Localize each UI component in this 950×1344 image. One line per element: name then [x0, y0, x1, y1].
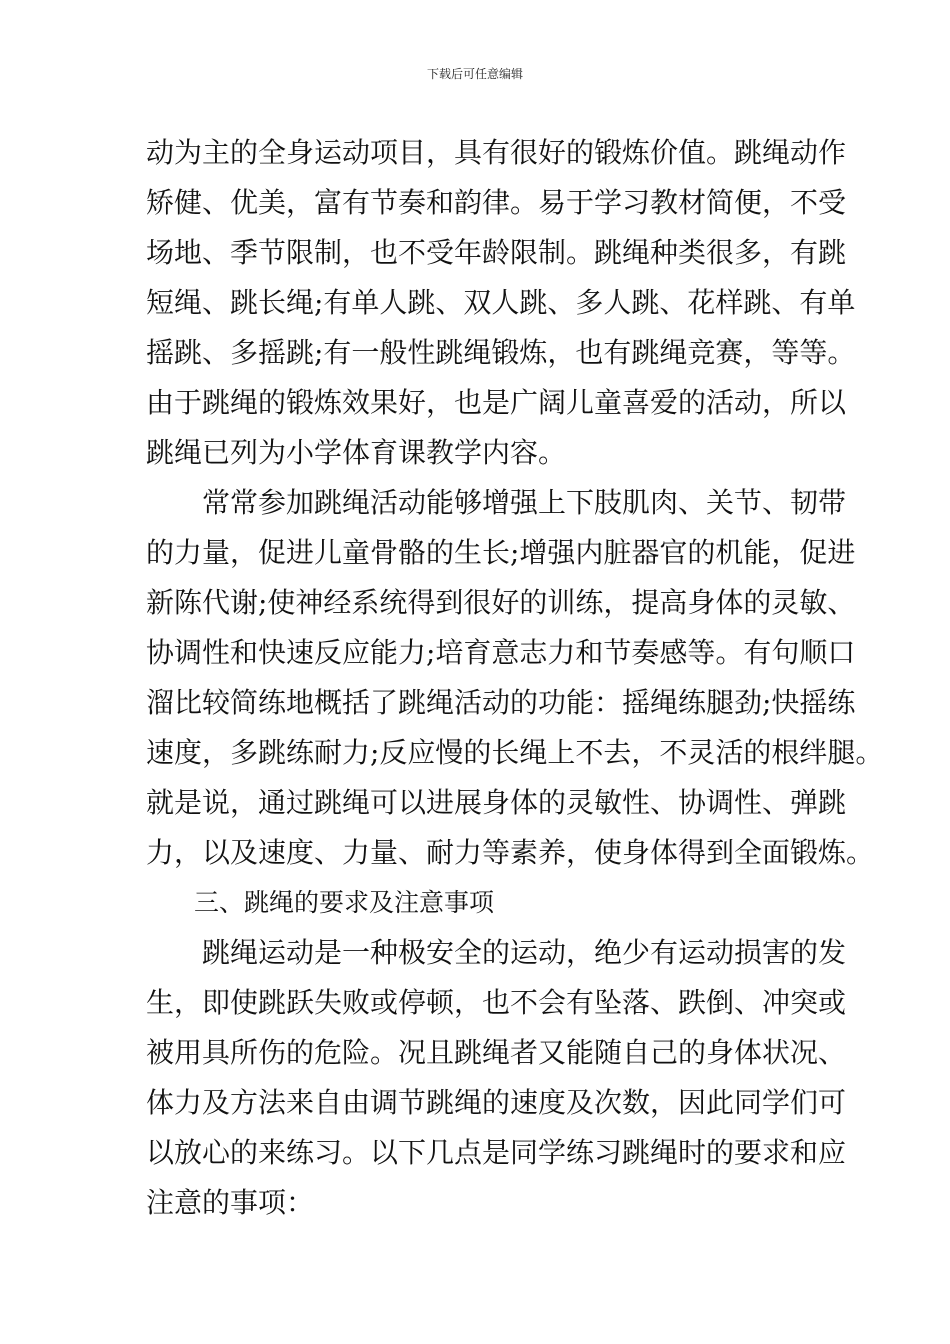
page-header-note: 下载后可任意编辑 [426, 67, 523, 81]
text-line: 以放心的来练习。以下几点是同学练习跳绳时的要求和应 [146, 1136, 847, 1169]
text-line: 被用具所伤的危险。况且跳绳者又能随自己的身体状况、 [146, 1036, 847, 1069]
text-line: 就是说，通过跳绳可以进展身体的灵敏性、协调性、弹跳 [146, 786, 847, 819]
text-line: 动为主的全身运动项目，具有很好的锻炼价值。跳绳动作 [146, 136, 847, 169]
text-line: 摇跳、多摇跳;有一般性跳绳锻炼，也有跳绳竞赛，等等。 [146, 336, 856, 369]
text-line: 协调性和快速反应能力;培育意志力和节奏感等。有句顺口 [146, 636, 856, 669]
text-line: 速度，多跳练耐力;反应慢的长绳上不去，不灵活的根绊腿。 [146, 736, 884, 769]
text-line: 矫健、优美，富有节奏和韵律。易于学习教材简便，不受 [146, 186, 847, 219]
text-line: 力，以及速度、力量、耐力等素养，使身体得到全面锻炼。 [146, 836, 875, 869]
text-line: 新陈代谢;使神经系统得到很好的训练，提高身体的灵敏、 [146, 586, 856, 619]
text-line: 生，即使跳跃失败或停顿，也不会有坠落、跌倒、冲突或 [146, 986, 847, 1019]
text-line: 短绳、跳长绳;有单人跳、双人跳、多人跳、花样跳、有单 [146, 286, 856, 319]
text-line: 由于跳绳的锻炼效果好，也是广阔儿童喜爱的活动，所以 [146, 386, 847, 419]
text-line: 体力及方法来自由调节跳绳的速度及次数，因此同学们可 [146, 1086, 847, 1119]
section-heading: 三、跳绳的要求及注意事项 [194, 888, 495, 917]
text-line: 场地、季节限制，也不受年龄限制。跳绳种类很多，有跳 [146, 236, 847, 269]
paragraph-first-line: 跳绳运动是一种极安全的运动，绝少有运动损害的发 [202, 936, 847, 969]
text-line: 的力量，促进儿童骨骼的生长;增强内脏器官的机能，促进 [146, 536, 856, 569]
body-text [146, 128, 884, 1228]
text-line: 注意的事项： [146, 1186, 315, 1219]
text-line: 溜比较简练地概括了跳绳活动的功能：摇绳练腿劲;快摇练 [146, 686, 856, 719]
text-line: 跳绳已列为小学体育课教学内容。 [146, 436, 567, 469]
paragraph-first-line: 常常参加跳绳活动能够增强上下肢肌肉、关节、韧带 [202, 486, 847, 519]
